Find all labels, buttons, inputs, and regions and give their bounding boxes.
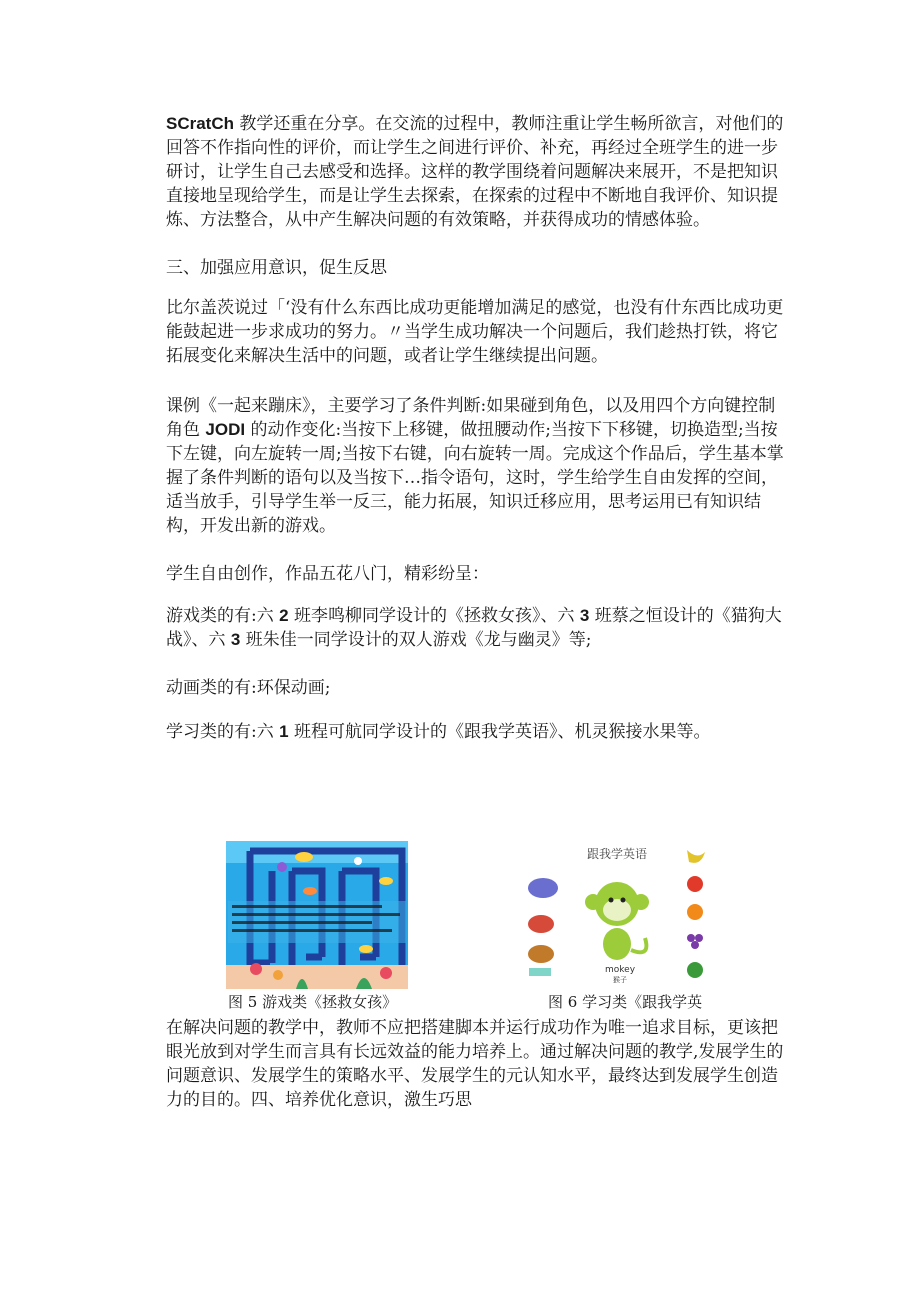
figure-6-caption: 图 6 学习类《跟我学英 [548,993,703,1011]
class-number: 3 [230,630,241,649]
paragraph-scratch-sharing [166,112,786,232]
class-number: 2 [279,606,289,625]
english-game-image [521,840,713,986]
figure-5-caption: 图 5 游戏类《拯救女孩》 [228,993,398,1011]
game-title: 跟我学英语 [587,847,648,861]
maze-game-image [226,841,408,989]
paragraph-text: 学习类的有:六 [166,722,280,742]
paragraph-game-works [166,604,786,652]
paragraph-text: 游戏类的有:六 [166,606,280,626]
jodi-term: JODI [205,420,246,439]
paragraph-text: 课例《一起来蹦床》，主要学习了条件判断:如果碰到角色，以及用四个方向键控制角色 [166,396,776,440]
paragraph-animation-works: 动画类的有:环保动画; [166,678,331,698]
paragraph-text: 教学还重在分享。在交流的过程中，教师注重让学生畅所欲言，对他们的回答不作指向性的评价，而让学生之间进行评价、补充，再经过全班学生的进一步研讨，让学生自己去感受和选择。这样的教学围绕着问题解决来展开，不是把知识直接地呈现给学生，而是让学生去探索，在探索的过程中不断地自我评价、知识提炼、方法整合，从中产生解决问题的有效策略，并获得成功的情感体验。 [166,114,784,230]
paragraph-learning-works [166,720,786,744]
figure-6-english-game [521,840,713,986]
paragraph-free-creation: 学生自由创作，作品五花八门，精彩纷呈： [166,564,489,584]
paragraph-trampoline-lesson [166,394,786,538]
class-number: 3 [579,606,590,625]
class-number: 1 [279,722,289,741]
scratch-term: SCratCh [166,114,235,133]
section-heading-3: 三、加强应用意识，促生反思 [166,258,387,278]
paragraph-text: 的动作变化:当按下上移键，做扭腰动作;当按下下移键，切换造型;当按下左键，向左旋转一周;当按下右键，向右旋转一周。完成这个作品后，学生基本掌握了条件判断的语句以及当按下…指令语句，这时，学生给学生自由发挥的空间，适当放手，引导学生举一反三，能力拓展，知识迁移应用，思考运用已有知识结构，开发出新的游戏。 [166,420,784,536]
paragraph-text: 班程可航同学设计的《跟我学英语》、机灵猴接水果等。 [288,722,711,742]
paragraph-text: 班朱佳一同学设计的双人游戏《龙与幽灵》等; [240,630,592,650]
chinese-word: 猴子 [613,976,627,984]
paragraph-gates-quote: 比尔盖茨说过「‘没有什么东西比成功更能增加满足的感觉，也没有什东西比成功更能鼓起进一步求成功的努力。〃当学生成功解决一个问题后，我们趁热打铁，将它拓展变化来解决生活中的问题，或者让学生继续提出问题。 [166,298,784,366]
english-word: mokey [605,965,636,975]
paragraph-problem-solving: 在解决问题的教学中，教师不应把搭建脚本并运行成功作为唯一追求目标，更该把眼光放到对学生而言具有长远效益的能力培养上。通过解决问题的教学,发展学生的问题意识、发展学生的策略水平、发展学生的元认知水平，最终达到发展学生创造力的目的。四、培养优化意识，激生巧思 [166,1018,784,1110]
paragraph-text: 班李鸣柳同学设计的《拯救女孩》、六 [288,606,580,626]
paragraph-text: 班蔡之恒设计的《猫狗大战》、六 [166,606,782,650]
figure-5-maze-game [226,841,408,989]
